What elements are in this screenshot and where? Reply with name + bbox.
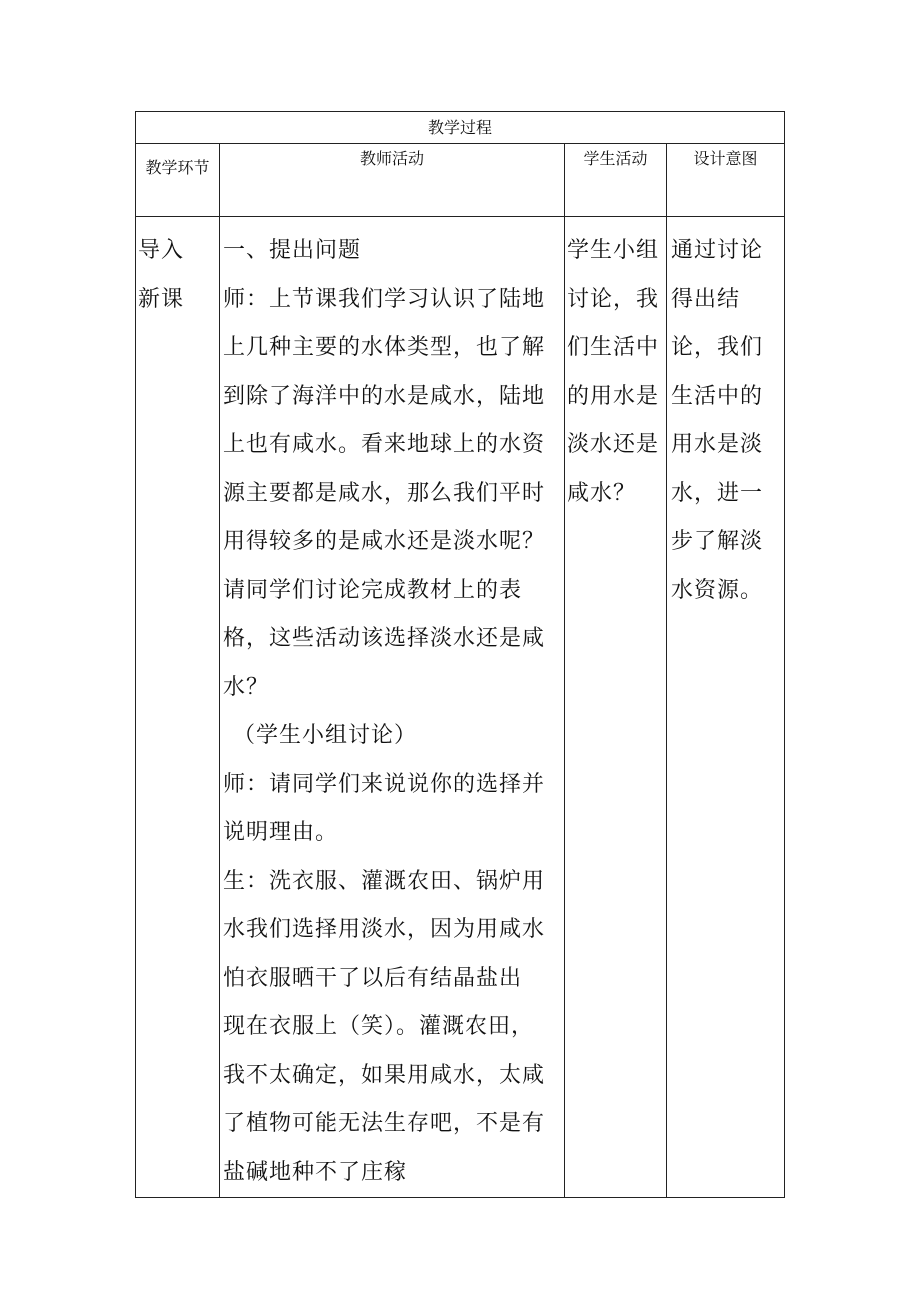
design-intent-text: [667, 217, 784, 615]
student-activity-text: [565, 217, 666, 518]
teacher-activity-text: [220, 217, 564, 1197]
lesson-plan-table: [135, 111, 785, 1198]
teacher-activity-line: 盐碱地种不了庄稼: [223, 1159, 408, 1185]
student-activity-line: 的用水是: [567, 383, 660, 409]
design-intent-line: 得出结: [671, 286, 741, 312]
teacher-activity-line: 用得较多的是咸水还是淡水呢？: [223, 529, 546, 554]
teacher-activity-line: 上几种主要的水体类型，也了解: [223, 335, 546, 360]
student-activity-line: 学生小组: [567, 238, 660, 263]
student-activity-cell: [565, 217, 667, 1198]
stage-cell: [136, 217, 220, 1198]
design-intent-line: 生活中的: [671, 383, 764, 409]
teacher-activity-line: 源主要都是咸水，那么我们平时: [223, 480, 546, 506]
teacher-activity-line: 水？: [223, 674, 270, 700]
header-stage: 教学环节: [136, 144, 220, 217]
teacher-activity-line: （学生小组讨论）: [233, 723, 418, 748]
design-intent-line: 水，进一: [671, 480, 764, 506]
teacher-activity-line: 师：请同学们来说说你的选择并: [223, 771, 546, 797]
teacher-activity-line: 说明理由。: [223, 820, 339, 845]
header-design-intent: 设计意图: [667, 144, 785, 217]
design-intent-line: 通过讨论: [671, 238, 764, 263]
stage-line: 新课: [138, 286, 185, 312]
stage-text: [136, 217, 219, 324]
stage-line: 导入: [138, 238, 185, 263]
design-intent-cell: [667, 217, 785, 1198]
student-activity-line: 咸水？: [567, 480, 637, 506]
teacher-activity-line: 生：洗衣服、灌溉农田、锅炉用: [223, 868, 546, 894]
teacher-activity-line: 上也有咸水。看来地球上的水资: [223, 432, 546, 457]
teacher-activity-line: 现在衣服上（笑）。灌溉农田，: [223, 1014, 535, 1039]
teacher-activity-line: 水我们选择用淡水，因为用咸水: [223, 917, 546, 942]
teacher-activity-line: 一、提出问题: [223, 238, 362, 263]
teacher-activity-cell: [220, 217, 565, 1198]
student-activity-line: 淡水还是: [567, 432, 660, 457]
student-activity-line: 讨论，我: [567, 286, 660, 312]
design-intent-line: 步了解淡: [671, 529, 764, 554]
teacher-activity-line: 格，这些活动该选择淡水还是咸: [223, 626, 546, 651]
student-activity-line: 们生活中: [567, 335, 660, 360]
design-intent-line: 水资源。: [671, 577, 764, 603]
header-student-activity: 学生活动: [565, 144, 667, 217]
teacher-activity-line: 师：上节课我们学习认识了陆地: [223, 286, 546, 312]
table-title: 教学过程: [136, 112, 785, 144]
teacher-activity-line: 到除了海洋中的水是咸水，陆地: [223, 383, 546, 409]
design-intent-line: 用水是淡: [671, 432, 764, 457]
teacher-activity-line: 请同学们讨论完成教材上的表: [223, 577, 523, 603]
teacher-activity-line: 怕衣服晒干了以后有结晶盐出: [223, 965, 523, 991]
teacher-activity-line: 我不太确定，如果用咸水，太咸: [223, 1062, 546, 1088]
header-teacher-activity: 教师活动: [220, 144, 565, 217]
teacher-activity-line: 了植物可能无法生存吧，不是有: [223, 1111, 546, 1136]
design-intent-line: 论，我们: [671, 335, 764, 360]
